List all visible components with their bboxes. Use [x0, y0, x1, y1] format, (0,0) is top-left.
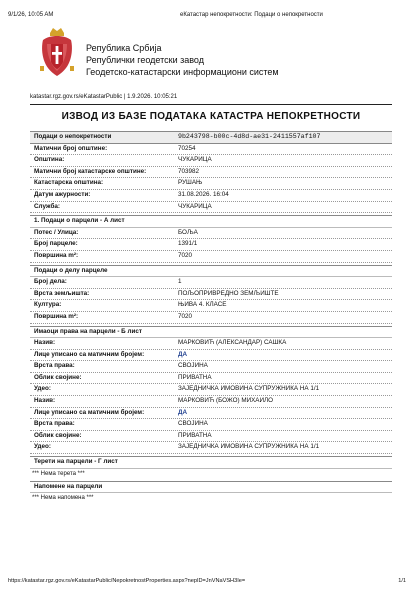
remarks-note: *** Нема напомена ***	[32, 495, 94, 502]
table-row	[30, 442, 392, 454]
parcel-section-title: 1. Подаци о парцели - А лист	[34, 217, 125, 225]
field-value: РУШАЊ	[178, 179, 203, 187]
table-row	[30, 384, 392, 396]
parcel-part-section-title: Подаци о делу парцеле	[34, 266, 108, 274]
field-label: Општина:	[34, 156, 65, 164]
field-label: Назив:	[34, 339, 56, 347]
property-id: 9b243798-b00c-4d8d-ae31-2411557af107	[178, 133, 321, 140]
field-value: ЗАЈЕДНИЧКА ИМОВИНА СУПРУЖНИКА НА 1/1	[178, 443, 320, 451]
field-label: Површина m²:	[34, 312, 79, 320]
field-label: Врста права:	[34, 362, 75, 370]
institution-block	[86, 42, 279, 78]
table-row	[30, 419, 392, 431]
table-row	[30, 239, 392, 251]
document-title: ИЗВОД ИЗ БАЗЕ ПОДАТАКА КАТАСТРА НЕПОКРЕТНОСТИ	[61, 111, 361, 122]
table-row	[30, 155, 392, 167]
field-value: БОЉА	[178, 228, 198, 236]
field-label: Матични број општине:	[34, 144, 108, 152]
parcel-section-header	[30, 215, 392, 228]
field-label: Површина m²:	[34, 251, 79, 259]
table-row	[30, 361, 392, 373]
table-row	[30, 178, 392, 190]
field-label: Потес / Улица:	[34, 228, 79, 236]
table-row	[30, 431, 392, 443]
table-row	[30, 300, 392, 312]
field-label: Лице уписано са матичним бројем:	[34, 350, 145, 358]
table-row	[30, 289, 392, 301]
field-value: 1	[178, 278, 182, 286]
field-value: ПОЉОПРИВРЕДНО ЗЕМЉИШТЕ	[178, 289, 279, 297]
field-value: ЊИВА 4. КЛАСЕ	[178, 301, 227, 309]
field-value: 7020	[178, 312, 193, 320]
burdens-section-header	[30, 456, 392, 469]
table-row	[30, 312, 392, 324]
field-value: 70254	[178, 144, 196, 152]
general-header-label: Подаци о непокретности	[34, 133, 112, 140]
general-header-row	[30, 131, 392, 144]
field-label: Врста земљишта:	[34, 289, 90, 297]
table-row	[30, 350, 392, 362]
field-label: Назив:	[34, 397, 56, 405]
institution-agency: Републички геодетски завод	[86, 55, 204, 65]
field-value: 31.08.2026. 16:04	[178, 190, 229, 198]
remarks-section-title: Напомене на парцели	[34, 482, 103, 490]
table-row	[30, 338, 392, 350]
page-number: 1/1	[398, 578, 406, 584]
field-value: ДА	[178, 408, 188, 416]
table-row	[30, 167, 392, 179]
field-value: 1391/1	[178, 240, 198, 248]
remarks-section-header	[30, 481, 392, 494]
header-divider	[30, 104, 392, 105]
print-datetime: 9/1/26, 10:05 AM	[8, 12, 54, 18]
table-row	[30, 277, 392, 289]
field-value: ДА	[178, 350, 188, 358]
burdens-note: *** Нема терета ***	[32, 470, 85, 477]
field-value: 7020	[178, 251, 193, 259]
table-row	[30, 373, 392, 385]
field-label: Удео:	[34, 385, 51, 393]
field-label: Датум ажурности:	[34, 190, 91, 198]
field-value: 703982	[178, 167, 200, 175]
field-label: Матични број катастарске општине:	[34, 167, 147, 175]
field-label: Лице уписано са матичним бројем:	[34, 408, 145, 416]
burdens-section-title: Терети на парцели - Г лист	[34, 458, 118, 466]
parcel-part-section-header	[30, 265, 392, 278]
field-label: Катастарска општина:	[34, 179, 104, 187]
field-value: МАРКОВИЋ (АЛЕКСАНДАР) САШКА	[178, 339, 287, 347]
table-row	[30, 396, 392, 408]
holders-section-header	[30, 326, 392, 339]
field-value: СВОЈИНА	[178, 420, 208, 428]
serbia-coat-of-arms-icon	[40, 26, 74, 78]
field-value: ЗАЈЕДНИЧКА ИМОВИНА СУПРУЖНИКА НА 1/1	[178, 385, 320, 393]
table-row	[30, 408, 392, 420]
field-label: Служба:	[34, 202, 60, 210]
institution-system: Геодетско-катастарски информациони систем	[86, 67, 279, 77]
table-row	[30, 251, 392, 263]
field-value: ПРИВАТНА	[178, 373, 212, 381]
field-label: Облик својине:	[34, 373, 82, 381]
table-row	[30, 190, 392, 202]
field-value: ЧУКАРИЦА	[178, 156, 212, 164]
field-label: Облик својине:	[34, 431, 82, 439]
source-timestamp-line: katastar.rgz.gov.rs/eKatastarPublic | 1.9.2026. 10:05:21	[30, 94, 178, 100]
field-value: ЧУКАРИЦА	[178, 202, 212, 210]
footer-url: https://katastar.rgz.gov.rs/eKatastarPublic/NepokretnostProperties.aspx?nepID=JnVNaVSH3Ie=	[8, 578, 246, 584]
table-row	[30, 144, 392, 156]
field-value: СВОЈИНА	[178, 362, 208, 370]
institution-country: Република Србија	[86, 43, 162, 53]
field-value: МАРКОВИЋ (БОЖО) МИХАИЛО	[178, 397, 274, 405]
holders-section-title: Имаоци права на парцели - Б лист	[34, 327, 142, 335]
field-label: Број парцеле:	[34, 240, 78, 248]
print-page-title: еКатастар непокретности: Подаци о непокретности	[180, 12, 323, 18]
field-label: Култура:	[34, 301, 62, 309]
table-row	[30, 202, 392, 214]
field-label: Врста права:	[34, 420, 75, 428]
field-label: Број дела:	[34, 278, 67, 286]
field-value: ПРИВАТНА	[178, 431, 212, 439]
field-label: Удео:	[34, 443, 51, 451]
extract-table	[30, 131, 392, 503]
table-row	[30, 228, 392, 240]
